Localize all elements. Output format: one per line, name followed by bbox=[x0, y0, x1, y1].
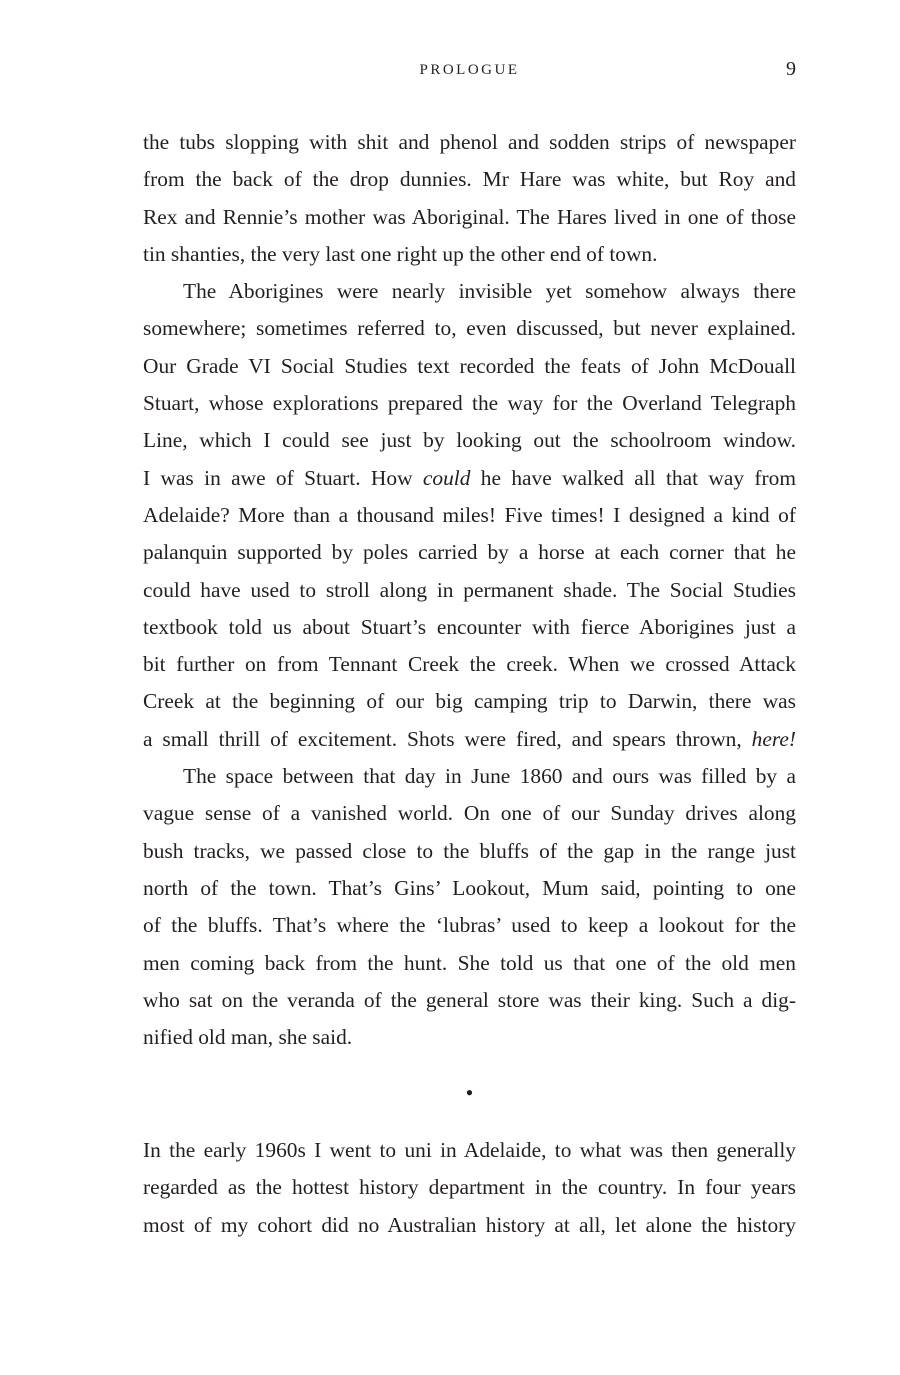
paragraph-1-line: Rex and Rennie’s mother was Aboriginal. The Hares lived in one of those bbox=[143, 204, 796, 229]
paragraph-3-line: who sat on the veranda of the general store was their king. Such a dig- bbox=[143, 987, 796, 1012]
paragraph-2-line bbox=[143, 460, 796, 497]
paragraph-4-line: regarded as the hottest history department in the country. In four years bbox=[143, 1175, 796, 1200]
paragraph-1-line: from the back of the drop dunnies. Mr Hare was white, but Roy and bbox=[143, 167, 796, 192]
page-number: 9 bbox=[786, 58, 796, 80]
paragraph-2-line: somewhere; sometimes referred to, even discussed, but never explained. bbox=[143, 316, 796, 341]
paragraph-4-line: In the early 1960s I went to uni in Adelaide, to what was then generally bbox=[143, 1138, 796, 1162]
paragraph-2-line: The Aborigines were nearly invisible yet somehow always there bbox=[183, 279, 796, 304]
paragraph-2-line bbox=[143, 721, 796, 758]
paragraph-2-line: bit further on from Tennant Creek the creek. When we crossed Attack bbox=[143, 652, 796, 677]
paragraph-2-line: Adelaide? More than a thousand miles! Five times! I designed a kind of bbox=[143, 502, 796, 527]
line-text: a small thrill of excitement. Shots were fired, and spears thrown, bbox=[143, 726, 752, 751]
body-text bbox=[143, 124, 796, 1056]
paragraph-3-line: north of the town. That’s Gins’ Lookout, Mum said, pointing to one bbox=[143, 875, 796, 900]
paragraph-3-line: The space between that day in June 1860 and ours was filled by a bbox=[183, 764, 796, 789]
emphasis-text: could bbox=[422, 465, 471, 490]
paragraph-1-line: tin shanties, the very last one right up the other end of town. bbox=[143, 241, 658, 266]
paragraph-2-line: Our Grade VI Social Studies text recorded the feats of John McDouall bbox=[143, 353, 796, 378]
body-text-continued bbox=[143, 1132, 796, 1244]
paragraph-3-line: nified old man, she said. bbox=[143, 1025, 353, 1050]
paragraph-2-line: Stuart, whose explorations prepared the way for the Overland Telegraph bbox=[143, 391, 796, 416]
paragraph-3-line: men coming back from the hunt. She told us that one of the old men bbox=[143, 950, 796, 975]
emphasis-text: here! bbox=[751, 726, 796, 751]
paragraph-2-line: Creek at the beginning of our big camping trip to Darwin, there was bbox=[143, 689, 796, 714]
paragraph-2-line: Line, which I could see just by looking out the schoolroom window. bbox=[143, 428, 796, 453]
line-text: he have walked all that way from bbox=[470, 465, 796, 490]
running-title: PROLOGUE bbox=[419, 62, 520, 78]
paragraph-1-line: the tubs slopping with shit and phenol and sodden strips of newspaper bbox=[143, 130, 796, 154]
line-text: I was in awe of Stuart. How bbox=[143, 465, 423, 490]
paragraph-2-line: could have used to stroll along in permanent shade. The Social Studies bbox=[143, 577, 796, 602]
paragraph-3-line: vague sense of a vanished world. On one of our Sunday drives along bbox=[143, 801, 796, 826]
section-break-bullet: • bbox=[465, 1080, 474, 1105]
paragraph-3-line: of the bluffs. That’s where the ‘lubras’ used to keep a lookout for the bbox=[143, 913, 796, 938]
paragraph-2-line: textbook told us about Stuart’s encounter with fierce Aborigines just a bbox=[143, 614, 796, 639]
paragraph-4-line: most of my cohort did no Australian history at all, let alone the history bbox=[143, 1212, 796, 1237]
paragraph-2-line: palanquin supported by poles carried by a horse at each corner that he bbox=[143, 540, 796, 565]
paragraph-3-line: bush tracks, we passed close to the bluffs of the gap in the range just bbox=[143, 838, 796, 863]
running-head bbox=[143, 58, 796, 88]
